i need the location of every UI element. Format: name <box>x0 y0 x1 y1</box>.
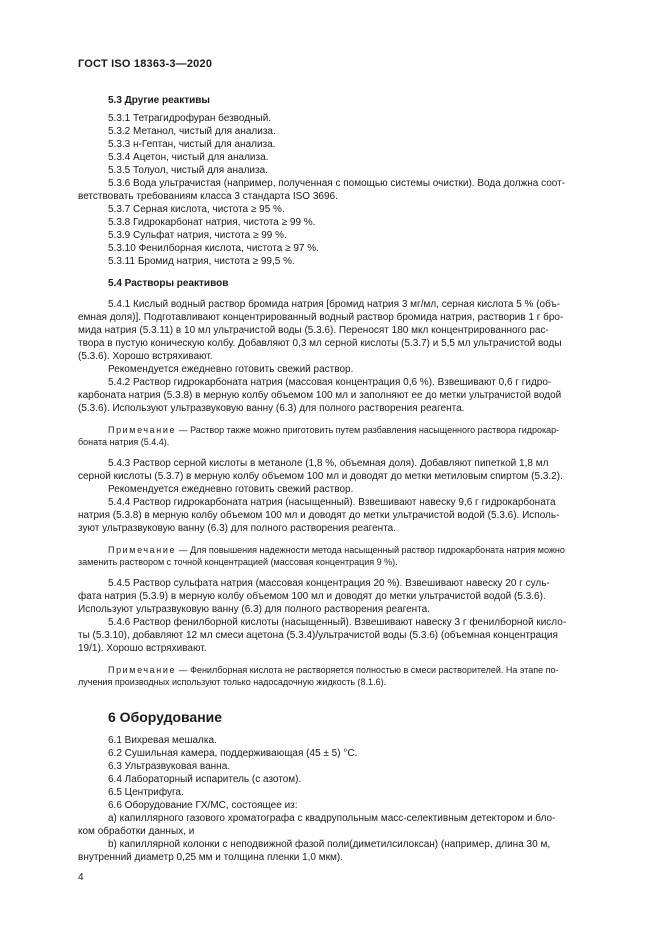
note-line <box>78 664 586 676</box>
text-line: зуют ультразвуковую ванну (6.3) для полного растворения реагента. <box>78 523 396 534</box>
note-3 <box>78 664 586 688</box>
list-item: 6.1 Вихревая мешалка. <box>108 735 217 746</box>
section-heading: 5.4 Растворы реактивов <box>108 278 229 289</box>
list-item: 6.3 Ультразвуковая ванна. <box>108 761 231 772</box>
text-line: 5.4.4 Раствор гидрокарбоната натрия (насыщенный). Взвешивают навеску 9,6 г гидрокарбоната <box>108 497 556 508</box>
section-heading: 5.3 Другие реактивы <box>108 95 210 106</box>
list-item: 5.3.3 н-Гептан, чистый для анализа. <box>108 139 276 150</box>
list-item: 6.6 Оборудование ГХ/МС, состоящее из: <box>108 800 298 811</box>
list-item-continuation: ветствовать требованиям класса 3 стандарта ISO 3696. <box>78 191 338 202</box>
section-heading: 6 Оборудование <box>108 709 223 725</box>
text-line: ты (5.3.10), добавляют 12 мл смеси ацетона (5.3.4)/ультрачистой воды (5.3.6) (объемная концентрация <box>78 630 558 641</box>
paragraph-5-4-3 <box>78 457 586 496</box>
text-line: Используют ультразвуковую ванну (6.3) для полного растворения реагента. <box>78 604 430 615</box>
list-item: 5.3.5 Толуол, чистый для анализа. <box>108 165 268 176</box>
note-text: — Для повышения надежности метода насыщенный раствор гидрокарбоната натрия можно <box>176 545 565 555</box>
note-label: Примечание <box>108 545 177 555</box>
text-line: 5.4.2 Раствор гидрокарбоната натрия (массовая концентрация 0,6 %). Взвешивают 0,6 г гидро- <box>108 377 552 388</box>
text-line: 5.4.1 Кислый водный раствор бромида натрия [бромид натрия 3 мг/мл, серная кислота 5 % (объ- <box>108 299 561 310</box>
list-item: 5.3.9 Сульфат натрия, чистота ≥ 99 %. <box>108 230 287 241</box>
section-5-4 <box>78 277 586 688</box>
text-line: (5.3.6). Хорошо встряхивают. <box>78 351 213 362</box>
list-item: 5.3.11 Бромид натрия, чистота ≥ 99,5 %. <box>108 256 295 267</box>
text-line: 5.4.3 Раствор серной кислоты в метаноле (1,8 %, объемная доля). Добавляют пипеткой 1,8 мл <box>108 458 549 469</box>
list-item: 5.3.8 Гидрокарбонат натрия, чистота ≥ 99 %. <box>108 217 316 228</box>
page-number: 4 <box>78 872 84 883</box>
text-line: серной кислоты (5.3.7) в мерную колбу объемом 100 мл и доводят до метки метиловым спиртом (5.3.2). <box>78 471 563 482</box>
list-item: 6.5 Центрифуга. <box>108 787 184 798</box>
note-line <box>78 544 586 556</box>
list-item: 5.3.2 Метанол, чистый для анализа. <box>108 126 276 137</box>
note-1 <box>78 424 586 448</box>
list-item: b) капиллярной колонки с неподвижной фазой поли(диметилсилоксан) (например, длина 30 м, <box>108 839 551 850</box>
note-line: лучения производных используют только надосадочную жидкость (8.1.6). <box>78 677 387 687</box>
note-text: — Фенилборная кислота не растворяется полностью в смеси растворителей. На этапе по- <box>176 665 559 675</box>
note-line <box>78 424 586 436</box>
text-line: Рекомендуется ежедневно готовить свежий раствор. <box>108 484 354 495</box>
list-item: 5.3.4 Ацетон, чистый для анализа. <box>108 152 269 163</box>
text-line: фата натрия (5.3.9) в мерную колбу объемом 100 мл и доводят до метки ультрачистой водой (5.3.6). <box>78 591 546 602</box>
paragraph-5-4-6 <box>78 616 586 655</box>
paragraph-5-4-4 <box>78 496 586 535</box>
paragraph-5-4-2 <box>78 376 586 415</box>
text-line: емная доля)]. Подготавливают концентрированный водный раствор бромида натрия, растворив 1 г бро- <box>78 312 564 323</box>
section-6 <box>78 708 586 864</box>
list-item-continuation: ком обработки данных, и <box>78 826 195 837</box>
section-5-3 <box>78 94 586 268</box>
list-item: 5.3.7 Серная кислота, чистота ≥ 95 %. <box>108 204 285 215</box>
note-text: — Раствор также можно приготовить путем разбавления насыщенного раствора гидрокар- <box>176 425 560 435</box>
note-label: Примечание <box>108 425 177 435</box>
list-item: 5.3.1 Тетрагидрофуран безводный. <box>108 113 272 124</box>
list-item: 6.2 Сушильная камера, поддерживающая (45 ± 5) °С. <box>108 748 358 759</box>
note-2 <box>78 544 586 568</box>
text-line: Рекомендуется ежедневно готовить свежий раствор. <box>108 364 354 375</box>
text-line: 5.4.6 Раствор фенилборной кислоты (насыщенный). Взвешивают навеску 3 г фенилборной кисло- <box>108 617 567 628</box>
list-item: 5.3.10 Фенилборная кислота, чистота ≥ 97 %. <box>108 243 319 254</box>
text-line: натрия (5.3.8) в мерную колбу объемом 100 мл и доводят до метки ультрачистой водой (5.3.6). Исполь- <box>78 510 560 521</box>
text-line: твора в пустую коническую колбу. Добавляют 0,3 мл серной кислоты (5.3.7) и 5,5 мл ультрачистой воды <box>78 338 562 349</box>
text-line: (5.3.6). Используют ультразвуковую ванну (6.3) для полного растворения реагента. <box>78 403 465 414</box>
page-content <box>78 94 586 864</box>
text-line: 19/1). Хорошо встряхивают. <box>78 643 207 654</box>
note-line: боната натрия (5.4.4). <box>78 437 170 447</box>
text-line: мида натрия (5.3.11) в 10 мл ультрачистой воды (5.3.6). Переносят 180 мкл концентрированного рас- <box>78 325 549 336</box>
text-line: карбоната натрия (5.3.8) в мерную колбу объемом 100 мл и заполняют ее до метки ультрачистой водой <box>78 390 562 401</box>
list-item: а) капиллярного газового хроматографа с квадрупольным масс-селективным детектором и бло- <box>108 813 556 824</box>
list-item-continuation: внутренний диаметр 0,25 мм и толщина пленки 1,0 мкм). <box>78 852 343 863</box>
list-item: 5.3.6 Вода ультрачистая (например, полученная с помощью системы очистки). Вода должна соот- <box>108 178 566 189</box>
paragraph-5-4-1 <box>78 298 586 376</box>
text-line: 5.4.5 Раствор сульфата натрия (массовая концентрация 20 %). Взвешивают навеску 20 г суль- <box>108 578 550 589</box>
note-line: заменить раствором с точной концентрацией (массовая концентрация 9 %). <box>78 557 398 567</box>
list-item: 6.4 Лабораторный испаритель (с азотом). <box>108 774 302 785</box>
note-label: Примечание <box>108 665 177 675</box>
document-header: ГОСТ ISO 18363-3—2020 <box>78 58 213 70</box>
paragraph-5-4-5 <box>78 577 586 616</box>
